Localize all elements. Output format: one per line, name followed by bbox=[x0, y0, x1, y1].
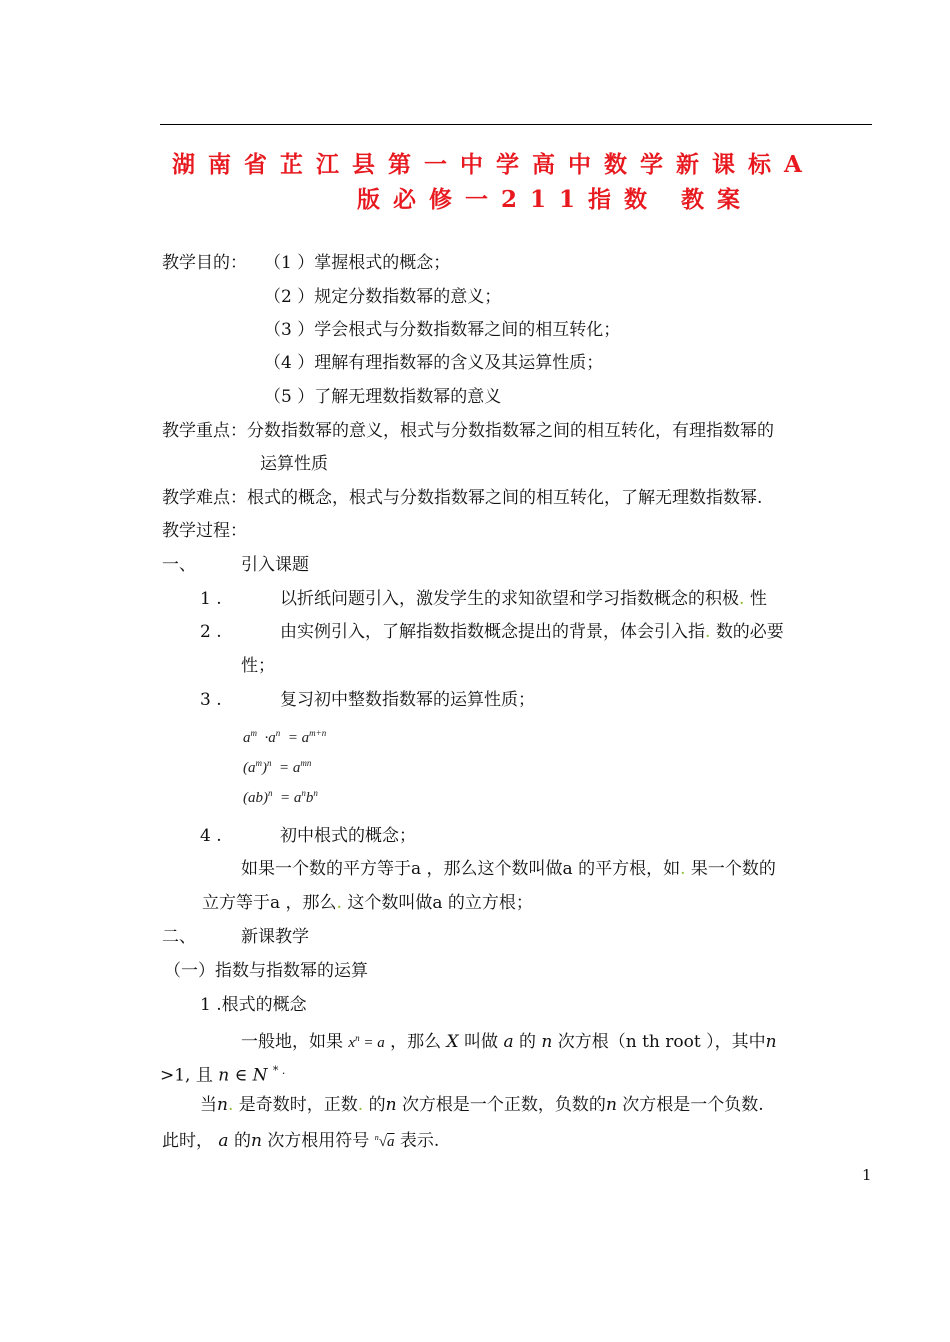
item-4-text: 初中根式的概念； bbox=[280, 826, 416, 846]
difficulties: 教学难点：根式的概念，根式与分数指数幂之间的相互转化，了解无理数指数幂. bbox=[162, 488, 763, 508]
subsection-title: （一）指数与指数幂的运算 bbox=[164, 961, 368, 981]
section-2-title: 新课教学 bbox=[241, 927, 309, 947]
section-2-number: 二、 bbox=[162, 927, 196, 947]
item-4-paragraph-line-1: 如果一个数的平方等于a ，那么这个数叫做a 的平方根，如. 果一个数的 bbox=[241, 859, 776, 879]
key-points-line-2: 运算性质 bbox=[260, 454, 328, 474]
section-1-number: 一、 bbox=[162, 555, 196, 575]
nth-root-symbol: $^n$√a bbox=[374, 1133, 395, 1150]
objective-item: （3 ）学会根式与分数指数幂之间的相互转化； bbox=[264, 320, 621, 340]
key-points-line-1: 教学重点：分数指数幂的意义，根式与分数指数幂之间的相互转化，有理指数幂的 bbox=[162, 421, 774, 441]
objective-item: （5 ）了解无理数指数幂的意义 bbox=[264, 387, 502, 407]
title-line-2: 版必修一211指数 教案 bbox=[357, 186, 754, 213]
page-number: 1 bbox=[862, 1166, 872, 1184]
objective-item: （4 ）理解有理指数幂的含义及其运算性质； bbox=[264, 353, 604, 373]
item-3-text: 复习初中整数指数幂的运算性质； bbox=[280, 690, 535, 710]
item-2-text-cont: 性； bbox=[241, 656, 275, 676]
concept-line-1: 一般地，如果 $x^n = a$ ，那么 X 叫做 a 的 n 次方根（n th root ），其中n bbox=[241, 1032, 777, 1052]
concept-line-2: >1, 且 n ∈ N * . bbox=[160, 1064, 286, 1086]
formula-product-power-rule: $(ab)^n = a^nb^n$ bbox=[243, 788, 318, 806]
item-2-text: 由实例引入，了解指数指数概念提出的背景，体会引入指. 数的必要 bbox=[280, 622, 784, 642]
item-3-number: 3 . bbox=[200, 690, 222, 710]
title-line-1: 湖南省芷江县第一中学高中数学新课标A bbox=[172, 151, 815, 178]
item-4-number: 4 . bbox=[200, 826, 222, 846]
concept-heading: 1 .根式的概念 bbox=[200, 995, 307, 1015]
concept-line-3: 当n. 是奇数时，正数. 的n 次方根是一个正数，负数的n 次方根是一个负数. bbox=[200, 1095, 764, 1115]
formula-power-rule: $(a^m)^n = a^{mn}$ bbox=[243, 758, 312, 776]
item-4-paragraph-line-2: 立方等于a ，那么. 这个数叫做a 的立方根； bbox=[202, 893, 533, 913]
formula-product-rule: $a^m \cdot a^n = a^{m+n}$ bbox=[243, 728, 327, 746]
section-1-title: 引入课题 bbox=[241, 555, 309, 575]
process-label: 教学过程： bbox=[162, 521, 247, 541]
objective-item: （2 ）规定分数指数幂的意义； bbox=[264, 287, 502, 307]
item-2-number: 2 . bbox=[200, 622, 222, 642]
objectives-label: 教学目的： bbox=[162, 253, 247, 273]
item-1-number: 1 . bbox=[200, 589, 222, 609]
concept-line-4: 此时， a 的n 次方根用符号 $^n$√a 表示. bbox=[162, 1131, 440, 1151]
item-1-text: 以折纸问题引入，激发学生的求知欲望和学习指数概念的积极. 性 bbox=[280, 589, 767, 609]
header-rule bbox=[160, 124, 872, 125]
objective-item: （1 ）掌握根式的概念； bbox=[264, 253, 451, 273]
